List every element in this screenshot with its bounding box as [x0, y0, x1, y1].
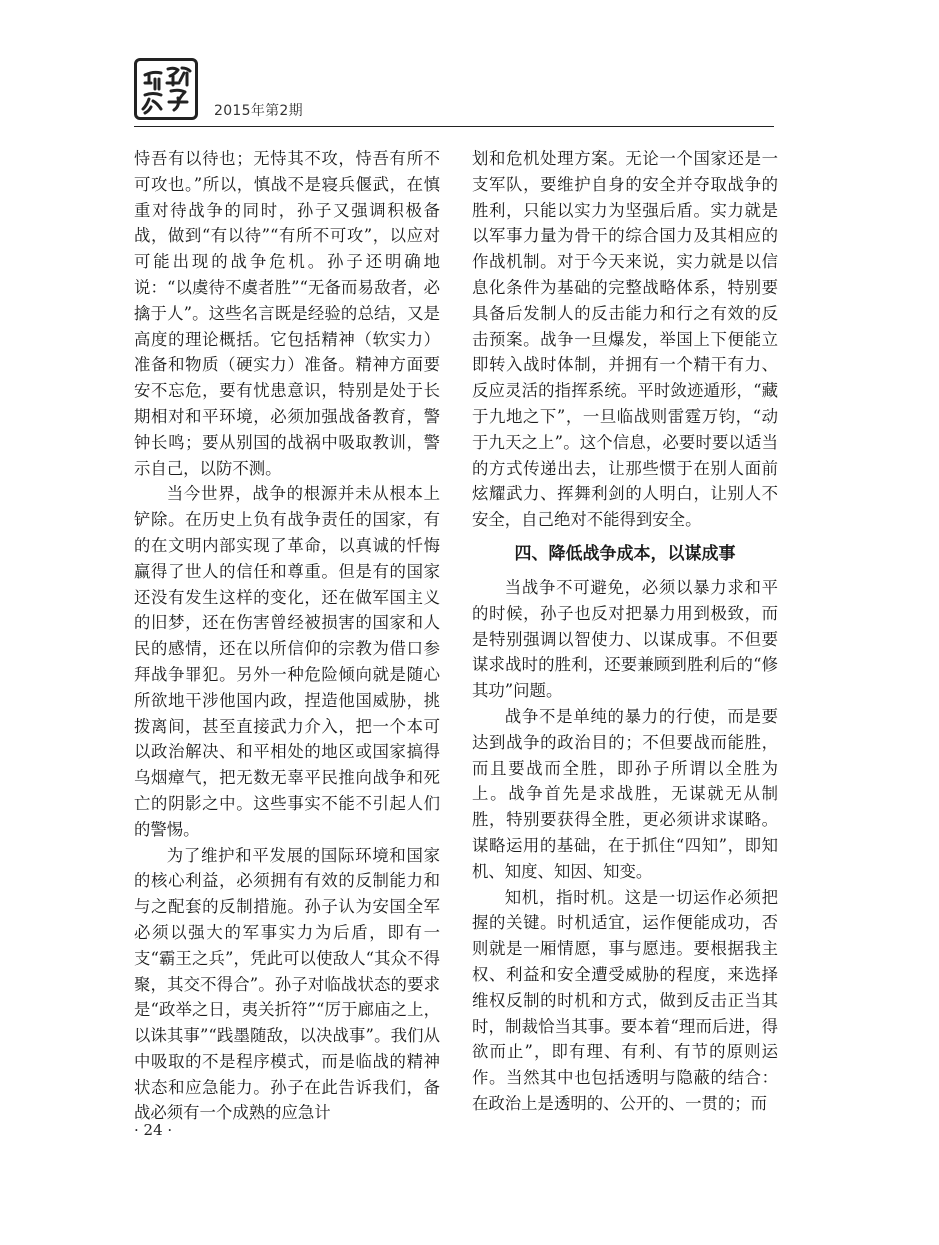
journal-logo-seal-icon	[137, 61, 195, 117]
page-number: · 24 ·	[134, 1121, 173, 1139]
paragraph: 为了维护和平发展的国际环境和国家的核心利益，必须拥有有效的反制能力和与之配套的反制措施。孙子认为安国全军必须以强大的军事实力为后盾，即有一支“霸王之兵”，凭此可以使敌人“其众不得聚，其交不得合”。孙子对临战状态的要求是“政举之日，夷关折符”“厉于廊庙之上，以诛其事”“践墨随敌，以决战事”。我们从中吸取的不是程序模式，而是临战的精神状态和应急能力。孙子在此告诉我们，备战必须有一个成熟的应急计	[134, 845, 440, 1123]
issue-label: 2015年第2期	[214, 103, 303, 119]
paragraph: 当战争不可避免，必须以暴力求和平的时候，孙子也反对把暴力用到极致，而是特别强调以智使力、以谋成事。不但要谋求战时的胜利，还要兼顾到胜利后的“修其功”问题。	[472, 577, 778, 701]
section-heading: 四、降低战争成本，以谋成事	[514, 543, 736, 564]
header-rule	[134, 126, 774, 127]
page-header	[134, 58, 774, 130]
right-column	[472, 146, 778, 1117]
left-column	[134, 146, 440, 1126]
journal-logo	[134, 58, 198, 120]
paragraph: 划和危机处理方案。无论一个国家还是一支军队，要维护自身的安全并夺取战争的胜利，只能以实力为坚强后盾。实力就是以军事力量为骨干的综合国力及其相应的作战机制。对于今天来说，实力就是以信息化条件为基础的完整战略体系，特别要具备后发制人的反击能力和行之有效的反击预案。战争一旦爆发，举国上下便能立即转入战时体制，并拥有一个精干有力、反应灵活的指挥系统。平时敛迹遁形，“藏于九地之下”，一旦临战则雷霆万钧，“动于九天之上”。这个信息，必要时要以适当的方式传递出去，让那些惯于在别人面前炫耀武力、挥舞利剑的人明白，让别人不安全，自己绝对不能得到安全。	[472, 149, 778, 530]
paragraph: 知机，指时机。这是一切运作必须把握的关键。时机适宜，运作便能成功，否则就是一厢情愿，事与愿违。要根据我主权、利益和安全遭受威胁的程度，来选择维权反制的时机和方式，做到反击正当其时，制裁恰当其事。要本着“理而后进，得欲而止”，即有理、有利、有节的原则运作。当然其中也包括透明与隐蔽的结合：在政治上是透明的、公开的、一贯的；而	[472, 887, 778, 1113]
paragraph: 当今世界，战争的根源并未从根本上铲除。在历史上负有战争责任的国家，有的在文明内部实现了革命，以真诚的忏悔赢得了世人的信任和尊重。但是有的国家还没有发生这样的变化，还在做军国主义的旧梦，还在伤害曾经被损害的国家和人民的感情，还在以所信仰的宗教为借口参拜战争罪犯。另外一种危险倾向就是随心所欲地干涉他国内政，捏造他国威胁，挑拨离间，甚至直接武力介入，把一个本可以政治解决、和平相处的地区或国家搞得乌烟瘴气，把无数无辜平民推向战争和死亡的阴影之中。这些事实不能不引起人们的警惕。	[134, 484, 440, 839]
paragraph: 恃吾有以待也；无恃其不攻，恃吾有所不可攻也。”所以，慎战不是寝兵偃武，在慎重对待战争的同时，孙子又强调积极备战，做到“有以待”“有所不可攻”，以应对可能出现的战争危机。孙子还明确地说：“以虞待不虞者胜”“无备而易敌者，必擒于人”。这些名言既是经验的总结，又是高度的理论概括。它包括精神（软实力）准备和物质（硬实力）准备。精神方面要安不忘危，要有忧患意识，特别是处于长期相对和平环境，必须加强战备教育，警钟长鸣；要从别国的战祸中吸取教训，警示自己，以防不测。	[134, 149, 440, 478]
paragraph: 战争不是单纯的暴力的行使，而是要达到战争的政治目的；不但要战而能胜，而且要战而全胜，即孙子所谓以全胜为上。战争首先是求战胜，无谋就无从制胜，特别要获得全胜，更必须讲求谋略。谋略运用的基础，在于抓住“四知”，即知机、知度、知因、知变。	[472, 706, 778, 881]
